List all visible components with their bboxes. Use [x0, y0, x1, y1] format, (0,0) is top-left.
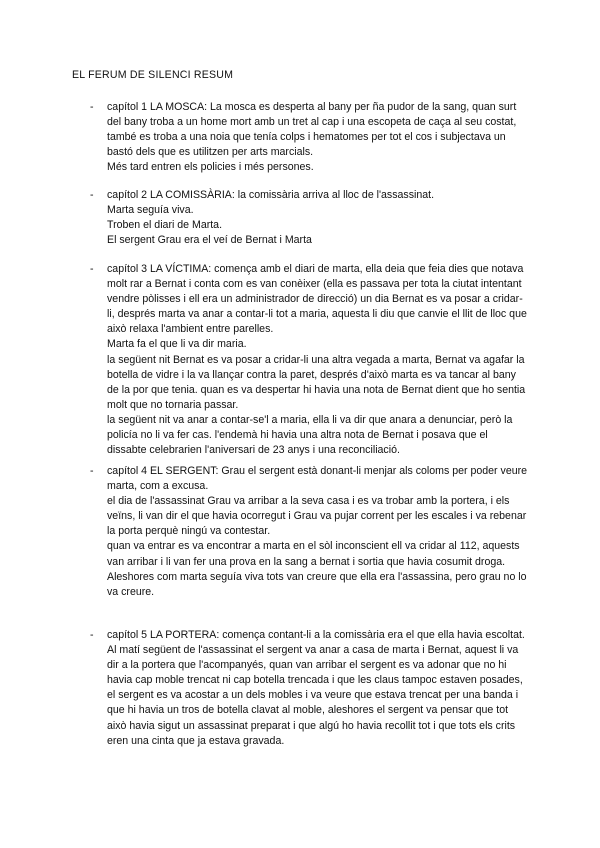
chapter-paragraph: Marta fa el que li va dir maria.	[107, 338, 247, 351]
chapter-2	[90, 188, 530, 248]
chapter-paragraph: capítol 1 LA MOSCA: La mosca es desperta al bany per ña pudor de la sang, quan surt del bany troba a un home mort amb un tret al cap i una escopeta de caça al seu costat, també es troba a una noia que tenía colps i hematomes per tot el cos i subjectava un bastó dels que es utilitzen per arts marcials.	[107, 101, 517, 159]
chapter-paragraph: Al matí següent de l'assassinat el sergent va anar a casa de marta i Bernat, aquest li va dir a la portera que l'acompanyés, quan van arribar el sergent es va adonar que no hi havia cap moble trencat ni cap botella trencada i que les claus tampoc estaven posades, el sergent es va acostar a un dels mobles i va veure que estava trencat per una banda i que hi havia un tros de botella clavat al moble, aleshores el sergent va pensar que tot això havia sigut un assassinat preparat i que algú ho havia recollit tot i que tots els crits eren una cinta que ja estava gravada.	[107, 644, 523, 747]
chapter-paragraph: la següent nit Bernat es va posar a cridar-li una altra vegada a marta, Bernat va agafar la botella de vidre i la va llançar contra la paret, després d'això marta es va tancar al bany de la por que tenia. quan es va despertar hi havia una nota de Bernat dient que ho sentia molt que no tornaria passar.	[107, 353, 526, 411]
bullet-dash: -	[90, 101, 94, 113]
chapter-paragraph: Aleshores com marta seguía viva tots van creure que ella era l'assassina, pero grau no lo va creure.	[107, 570, 527, 598]
bullet-dash: -	[90, 465, 94, 477]
chapter-paragraph: quan va entrar es va encontrar a marta en el sòl inconscient ell va cridar al 112, aquests van arribar i li van fer una prova en la sang a bernat i sortia que havia cosumit droga.	[107, 540, 520, 568]
chapter-paragraph: El sergent Grau era el veí de Bernat i Marta	[107, 234, 312, 247]
bullet-dash: -	[90, 263, 94, 275]
document-title: EL FERUM DE SILENCI RESUM	[72, 69, 234, 81]
chapter-5	[90, 628, 530, 749]
bullet-dash: -	[90, 189, 94, 201]
chapter-paragraph: capítol 5 LA PORTERA: comença contant-li a la comissària era el que ella havia escoltat.	[107, 629, 525, 641]
chapter-paragraph: Marta seguía viva.	[107, 204, 194, 217]
chapter-4	[90, 464, 530, 600]
chapter-1	[90, 100, 530, 175]
chapter-paragraph: capítol 2 LA COMISSÀRIA: la comissària arriva al lloc de l'assassinat.	[107, 189, 435, 201]
chapter-paragraph: el dia de l'assassinat Grau va arribar a la seva casa i es va trobar amb la portera, i els veïns, li van dir el que havia ocorregut i Grau va pujar corrent per les escales i va rebenar la porta perquè ningú va contestar.	[107, 495, 527, 538]
chapter-paragraph: Més tard entren els policies i més persones.	[107, 161, 314, 174]
chapter-paragraph: capítol 3 LA VÍCTIMA: comença amb el diari de marta, ella deia que feia dies que notava molt rar a Bernat i conta com es van conèixer (ella es passava per tota la ciutat intentant vendre pòlisses i ell era un administrador de direcció) un dia Bernat es va posar a cridar-li, després marta va anar a contar-li tot a maria, aquesta li diu que canvie el llit de lloc que això relaxa l'ambient entre parelles.	[107, 263, 527, 336]
chapter-3	[90, 262, 530, 458]
chapter-paragraph: capítol 4 EL SERGENT: Grau el sergent està donant-li menjar als coloms per poder veure marta, com a excusa.	[107, 465, 528, 493]
chapter-paragraph: Troben el diari de Marta.	[107, 219, 223, 232]
chapter-paragraph: la següent nit va anar a contar-se'l a maria, ella li va dir que anara a denunciar, però la policía no li va fer cas. l'endemà hi havia una altra nota de Bernat i posava que el dissabte celebrarien l'aniversari de 23 anys i una reconciliació.	[107, 413, 513, 457]
bullet-dash: -	[90, 629, 94, 641]
